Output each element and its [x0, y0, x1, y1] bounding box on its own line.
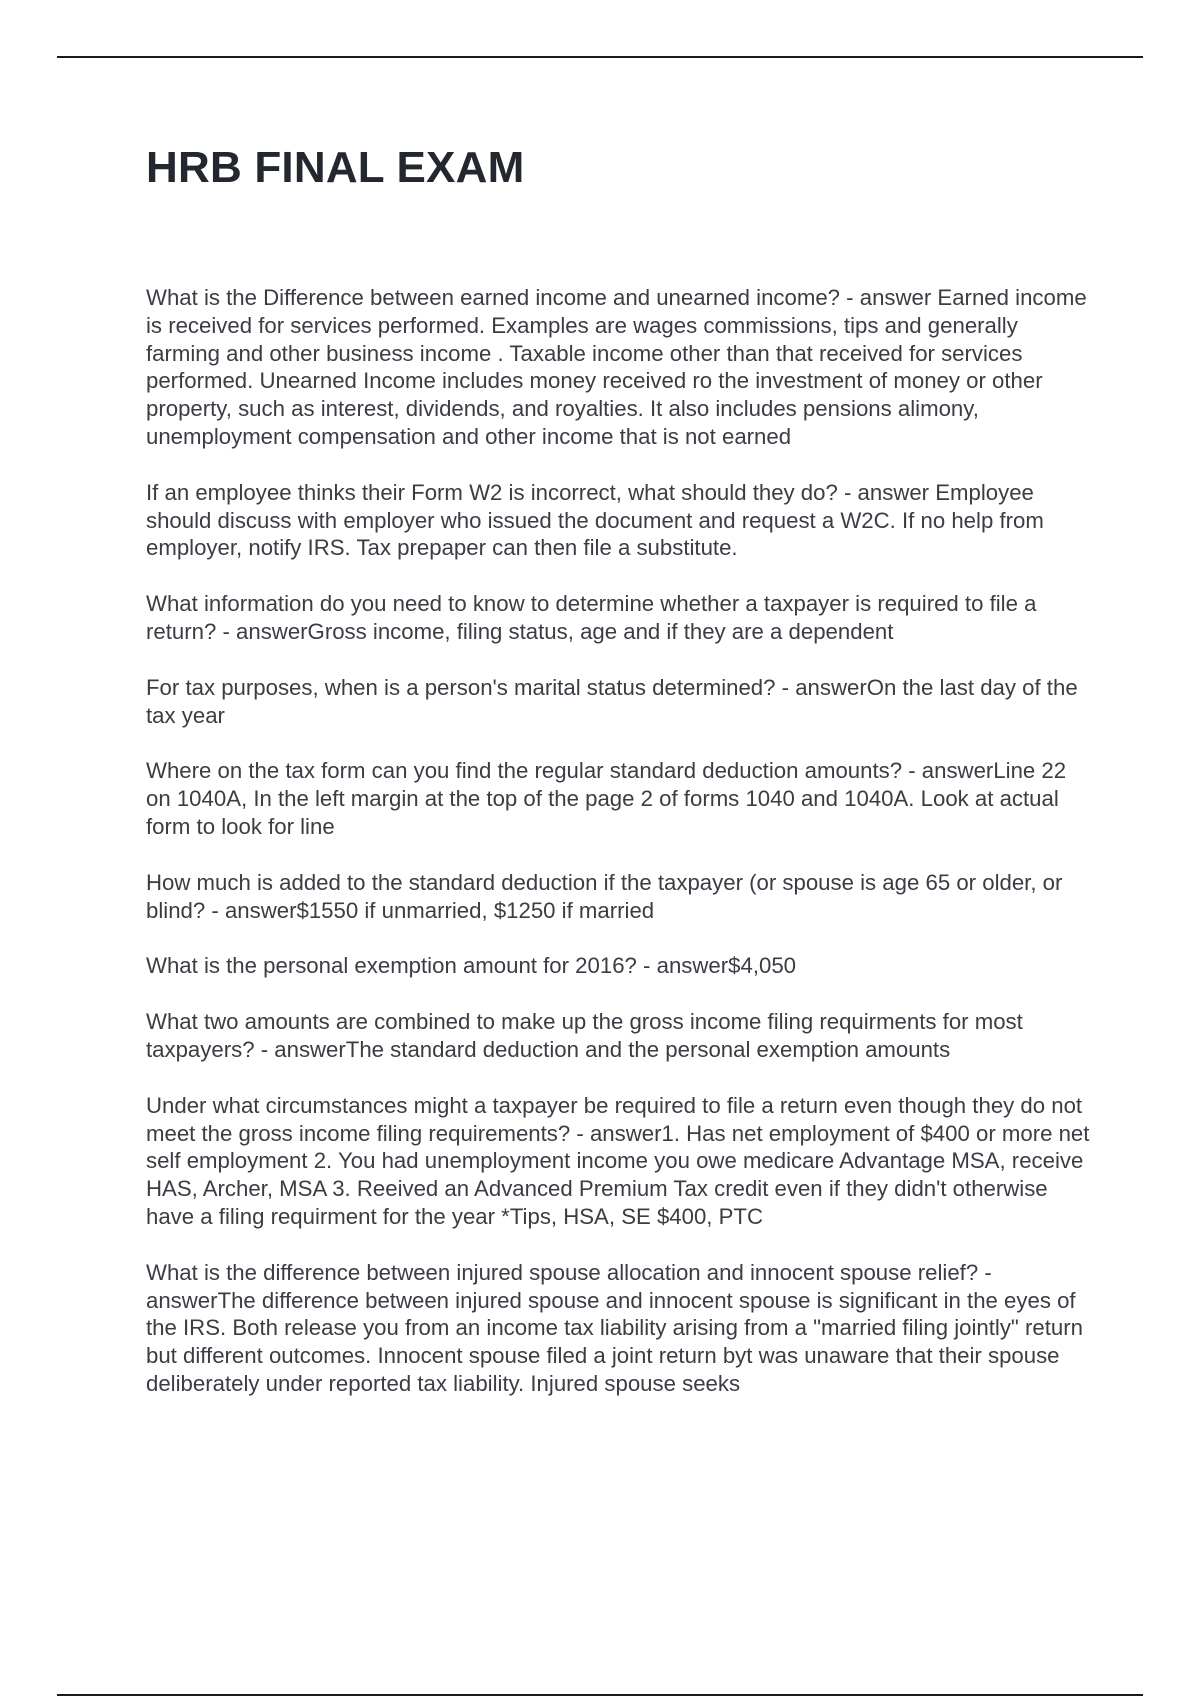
question-text: What is the difference between injured spouse allocation and innocent spouse relief? - — [146, 1259, 992, 1285]
question-text: Under what circumstances might a taxpayer be required to file a return even though they do not meet the gross income filing requirements? - — [146, 1092, 1083, 1146]
question-text: What is the personal exemption amount for 2016? - — [146, 953, 651, 979]
question-text: How much is added to the standard deduction if the taxpayer (or spouse is age 65 or older, or blind? - — [146, 869, 1063, 923]
answer-text: answer1. Has net employment of $400 or more net self employment 2. You had unemployment income you owe medicare Advantage MSA, receive HAS, Archer, MSA 3. Reeived an Advanced Premium Tax credit even if they didn't otherwise have a filing requirment for the year *Tips, HSA, SE $400, PTC — [146, 1120, 1090, 1229]
qa-item — [146, 1092, 1096, 1231]
qa-item — [146, 952, 1096, 980]
answer-text: answerGross income, filing status, age and if they are a dependent — [236, 618, 894, 644]
question-text: For tax purposes, when is a person's marital status determined? - — [146, 674, 790, 700]
qa-item — [146, 674, 1096, 730]
page-title: HRB FINAL EXAM — [146, 143, 525, 192]
question-text: What is the Difference between earned income and unearned income? - — [146, 285, 854, 310]
top-divider — [57, 56, 1143, 58]
qa-item — [146, 1259, 1096, 1398]
qa-item — [146, 284, 1096, 451]
bottom-divider — [57, 1694, 1143, 1696]
qa-item — [146, 757, 1096, 840]
answer-text: answerLine 22 on 1040A, In the left margin at the top of the page 2 of forms 1040 and 1040A. Look at actual form to look for line — [146, 758, 1067, 839]
question-text: What information do you need to know to determine whether a taxpayer is required to file a return? - — [146, 591, 1037, 644]
answer-text: answer Earned income is received for services performed. Examples are wages commissions, tips and generally farming and other business income . Taxable income other than that received for services performed. Unearned Income includes money received ro the investment of money or other property, such as interest, dividends, and royalties. It also includes pensions alimony, unemployment compensation and other income that is not earned — [146, 285, 1087, 449]
qa-item — [146, 590, 1096, 646]
answer-text: answer$1550 if unmarried, $1250 if married — [224, 897, 655, 923]
qa-list — [146, 284, 1096, 1426]
answer-text: answerOn the last day of the tax year — [146, 674, 1078, 728]
qa-item — [146, 479, 1096, 562]
answer-text: answerThe standard deduction and the personal exemption amounts — [274, 1036, 951, 1062]
answer-text: answer Employee should discuss with employer who issued the document and request a W2C. If no help from employer, notify IRS. Tax prepaper can then file a substitute. — [146, 479, 1044, 561]
answer-text: answerThe difference between injured spouse and innocent spouse is significant in the eyes of the IRS. Both release you from an income tax liability arising from a "married filing jointly" return but different outcomes. Innocent spouse filed a joint return byt was unaware that their spouse deliberately under reported tax liability. Injured spouse seeks — [146, 1287, 1083, 1396]
qa-item — [146, 1008, 1096, 1064]
answer-text: answer$4,050 — [656, 953, 796, 979]
question-text: What two amounts are combined to make up the gross income filing requirments for most taxpayers? - — [146, 1009, 1023, 1062]
question-text: If an employee thinks their Form W2 is incorrect, what should they do? - — [146, 479, 852, 505]
question-text: Where on the tax form can you find the regular standard deduction amounts? - — [146, 758, 916, 784]
qa-item — [146, 869, 1096, 925]
